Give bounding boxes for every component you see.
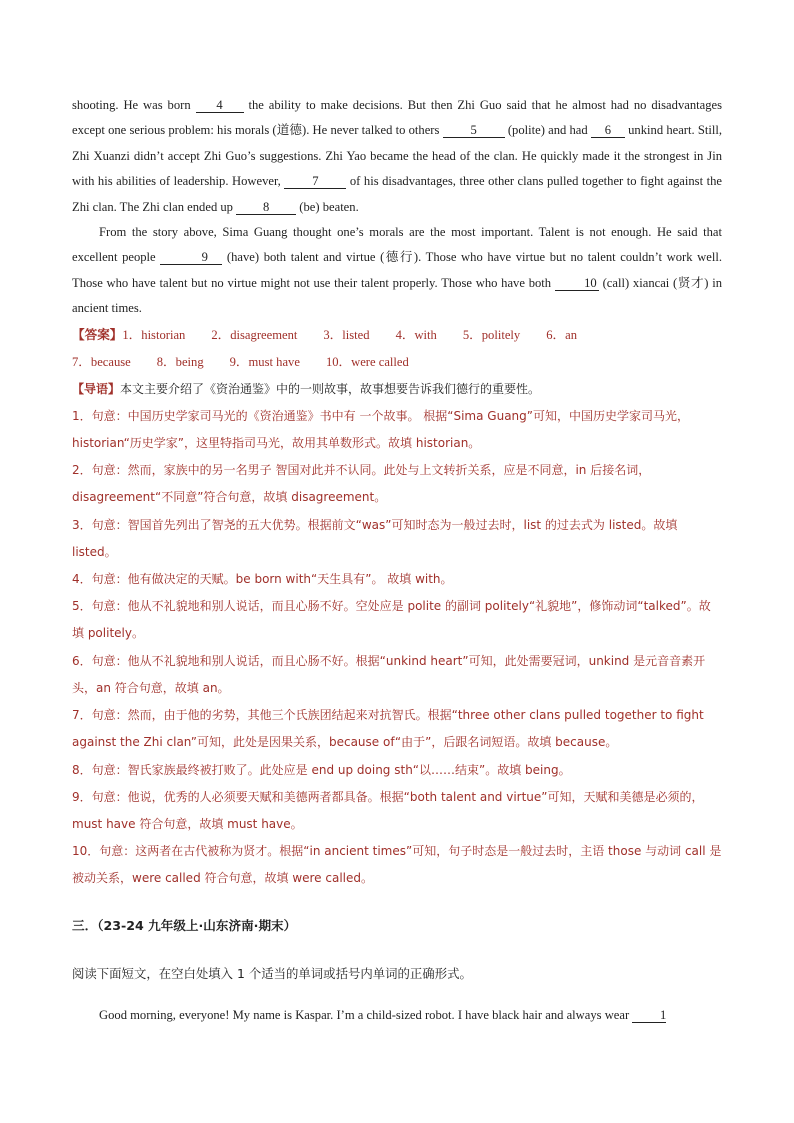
explanation-7: 7．句意：然而，由于他的劣势，其他三个氏族团结起来对抗智氏。根据“three other clans pulled together to fight against the Zhi clan”可知，此处是因果关系，because of“由于”，后跟名词短语。故填 because。 bbox=[72, 708, 704, 750]
passage-text: (call) xiancai (贤才) in ancient times. bbox=[72, 275, 723, 316]
passage-text: From the story above, Sima Guang thought one’s morals are the most important. Talent is not enough. He said that excellent people bbox=[72, 225, 722, 265]
blank-5: 5 bbox=[443, 123, 505, 138]
answer-item: 2．disagreement bbox=[211, 327, 298, 342]
answer-item: 4．with bbox=[395, 327, 437, 342]
passage-text: Good morning, everyone! My name is Kaspar. I’m a child-sized robot. I have black hair and always wear bbox=[99, 1007, 633, 1022]
passage-paragraph-2 bbox=[72, 220, 722, 322]
section-3-instruction: 阅读下面短文，在空白处填入 1 个适当的单词或括号内单词的正确形式。 bbox=[72, 966, 472, 981]
blank-8: 8 bbox=[236, 200, 296, 215]
section-3-heading: 三．（23-24 九年级上·山东济南·期末） bbox=[72, 918, 297, 933]
passage-text: unkind heart. Still, Zhi Xuanzi didn’t accept Zhi Guo’s suggestions. Zhi Yao became the head of the clan. He quickly made it the strongest in Jin with his abilities of leadership. However, bbox=[72, 123, 723, 189]
document-body bbox=[72, 93, 722, 893]
answer-item: 9．must have bbox=[229, 354, 300, 369]
section-3-passage bbox=[72, 1003, 722, 1028]
explanation-10: 10．句意：这两者在古代被称为贤才。根据“in ancient times”可知，句子时态是一般过去时，主语 those 与动词 call 是被动关系，were called 符合句意，故填 were called。 bbox=[72, 844, 722, 886]
explanation-8: 8．句意：智氏家族最终被打败了。此处应是 end up doing sth“以……结束”。故填 being。 bbox=[72, 762, 571, 777]
blank-7: 7 bbox=[284, 174, 346, 189]
answer-item: 6．an bbox=[546, 327, 577, 342]
passage-text: (be) beaten. bbox=[296, 199, 359, 214]
blank-9: 9 bbox=[160, 250, 222, 265]
explanation-2: 2．句意：然而，家族中的另一名男子 智国对此并不认同。此处与上文转折关系，应是不同意，in 后接名词，disagreement“不同意”符合句意，故填 disagreement。 bbox=[72, 463, 651, 505]
explanation-5: 5．句意：他从不礼貌地和别人说话，而且心肠不好。空处应是 polite 的副词 politely“礼貌地”，修饰动词“talked”。故填 politely。 bbox=[72, 599, 711, 641]
passage-text: shooting. He was born bbox=[72, 98, 196, 112]
explanation-3: 3．句意：智国首先列出了智尧的五大优势。根据前文“was”可知时态为一般过去时，list 的过去式为 listed。故填 listed。 bbox=[72, 517, 678, 559]
blank-6: 6 bbox=[591, 123, 625, 138]
answer-item: 1．historian bbox=[122, 327, 186, 342]
guide-line bbox=[72, 376, 722, 403]
answer-item: 10．were called bbox=[325, 354, 409, 369]
passage-text: (have) both talent and virtue (德行). Those who have virtue but no talent couldn’t work well. Those who have talent but no virtue might not use their talent properly. Those who have both bbox=[72, 250, 722, 290]
answer-item: 3．listed bbox=[323, 327, 370, 342]
blank-1: 1 bbox=[632, 1008, 666, 1023]
guide-label: 【导语】 bbox=[72, 381, 121, 396]
passage-text: of his disadvantages, three other clans pulled together to fight against the Zhi clan. The Zhi clan ended up bbox=[72, 174, 722, 214]
answer-item: 7．because bbox=[72, 354, 131, 369]
guide-text: 本文主要介绍了《资治通鉴》中的一则故事，故事想要告诉我们德行的重要性。 bbox=[120, 381, 541, 396]
explanation-4: 4．句意：他有做决定的天赋。be born with“天生具有”。 故填 with。 bbox=[72, 572, 453, 587]
explanation-6: 6．句意：他从不礼貌地和别人说话，而且心肠不好。根据“unkind heart”可知，此处需要冠词，unkind 是元音音素开头，an 符合句意，故填 an。 bbox=[72, 653, 706, 695]
passage-paragraph-1 bbox=[72, 93, 722, 220]
explanation-1: 1．句意：中国历史学家司马光的《资治通鉴》书中有 一个故事。 根据“Sima Guang”可知，中国历史学家司马光， historian“历史学家”，这里特指司马光，故用其单数形式。故填 historian。 bbox=[72, 408, 689, 451]
answer-item: 8．being bbox=[156, 354, 204, 369]
blank-4: 4 bbox=[196, 98, 244, 113]
explanation-9: 9．句意：他说，优秀的人必须要天赋和美德两者都具备。根据“both talent and virtue”可知，天赋和美德是必须的，must have 符合句意，故填 must have。 bbox=[72, 789, 704, 831]
answer-block bbox=[72, 322, 722, 376]
answer-item: 5．politely bbox=[462, 327, 521, 342]
passage-text: the ability to make decisions. But then Zhi Guo said that he almost had no disadvantages except one serious problem: his morals (道德). He never talked to others bbox=[72, 98, 723, 138]
blank-10: 10 bbox=[555, 276, 599, 291]
answer-label: 【答案】 bbox=[72, 327, 123, 342]
passage-text: (polite) and had bbox=[504, 123, 591, 138]
